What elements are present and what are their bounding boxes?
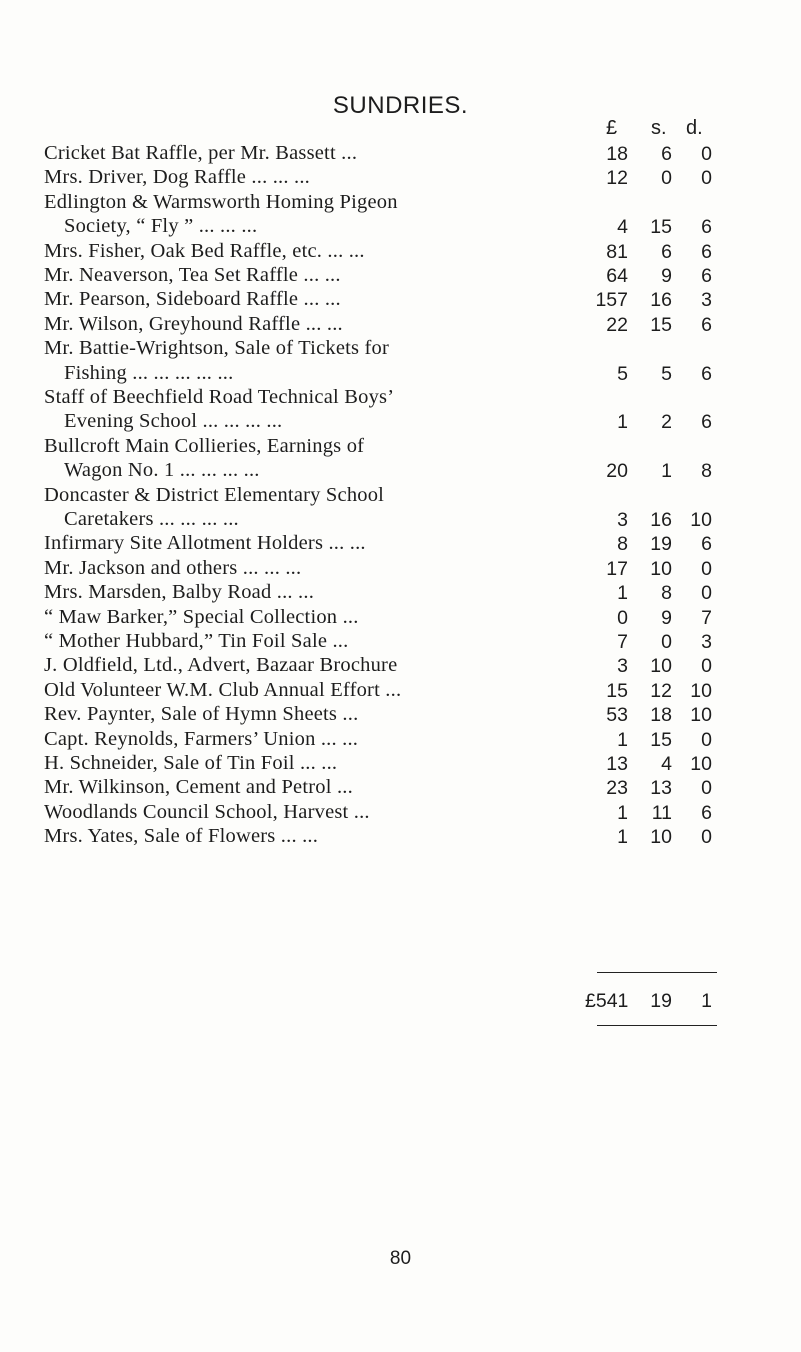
total-rule-bottom [597, 1025, 717, 1026]
entry-description: Infirmary Site Allotment Holders ... ... [44, 532, 366, 555]
entry-pounds: 1 [617, 411, 628, 434]
entry-shillings: 10 [650, 655, 672, 678]
entry-pounds: 20 [606, 460, 628, 483]
entry-pence: 0 [701, 777, 712, 800]
entry-pence: 3 [701, 289, 712, 312]
entry-description: Old Volunteer W.M. Club Annual Effort ... [44, 678, 402, 701]
entry-shillings: 10 [650, 557, 672, 580]
entry-shillings: 10 [650, 826, 672, 849]
entry-description: Mrs. Yates, Sale of Flowers ... ... [44, 825, 319, 848]
entry-description: J. Oldfield, Ltd., Advert, Bazaar Brochure [44, 654, 398, 677]
entry-description: Mr. Pearson, Sideboard Raffle ... ... [44, 288, 341, 311]
entry-pounds: 64 [606, 265, 628, 287]
entry-description: Mrs. Fisher, Oak Bed Raffle, etc. ... ... [44, 239, 365, 262]
entry-description: Mr. Wilson, Greyhound Raffle ... ... [44, 312, 343, 335]
entry-shillings: 19 [650, 533, 672, 556]
entry-pounds: 3 [617, 655, 628, 678]
entry-pence: 0 [701, 582, 712, 605]
shillings-column-header: s. [651, 117, 667, 139]
entry-shillings: 15 [650, 313, 672, 336]
entry-pounds: 81 [606, 240, 628, 263]
entry-pence: 3 [701, 631, 712, 653]
pence-column-header: d. [686, 117, 703, 139]
entry-description: Edlington & Warmsworth Homing Pigeon [44, 190, 398, 213]
entry-shillings: 8 [661, 582, 672, 605]
entry-pence: 10 [690, 704, 712, 727]
entry-shillings: 16 [650, 289, 672, 312]
entry-description: “ Mother Hubbard,” Tin Foil Sale ... [44, 630, 349, 652]
entry-pounds: 3 [617, 509, 628, 531]
entry-pence: 6 [701, 240, 712, 263]
entry-shillings: 2 [661, 411, 672, 434]
entry-description: Mr. Neaverson, Tea Set Raffle ... ... [44, 264, 341, 286]
entry-pence: 10 [690, 679, 712, 702]
entry-pounds: 1 [617, 582, 628, 605]
entry-pence: 6 [701, 533, 712, 556]
entry-pounds: 1 [617, 728, 628, 751]
entry-description: Mrs. Driver, Dog Raffle ... ... ... [44, 166, 310, 189]
entry-shillings: 5 [661, 362, 672, 385]
entry-description: Woodlands Council School, Harvest ... [44, 800, 370, 823]
page-number: 80 [389, 1248, 412, 1269]
entry-description: Mr. Wilkinson, Cement and Petrol ... [44, 776, 353, 799]
entry-pence: 0 [701, 655, 712, 678]
entry-shillings: 18 [650, 704, 672, 727]
entry-pence: 0 [701, 143, 712, 165]
entry-description: Mr. Jackson and others ... ... ... [44, 556, 302, 579]
entry-description-continued: Society, “ Fly ” ... ... ... [64, 215, 258, 238]
entry-description-continued: Wagon No. 1 ... ... ... ... [64, 459, 260, 482]
total-pence: 1 [701, 990, 712, 1012]
entry-description: H. Schneider, Sale of Tin Foil ... ... [44, 752, 338, 774]
entry-shillings: 9 [661, 265, 672, 287]
entry-pence: 8 [701, 460, 712, 483]
entry-pence: 6 [701, 362, 712, 385]
entry-pounds: 53 [606, 704, 628, 727]
entry-pounds: 4 [617, 216, 628, 239]
entry-pounds: 1 [617, 826, 628, 849]
entry-description: Bullcroft Main Collieries, Earnings of [44, 434, 365, 457]
entry-shillings: 0 [661, 631, 672, 653]
entry-pence: 10 [690, 509, 712, 531]
entry-pounds: 5 [617, 362, 628, 385]
total-rule-top [597, 972, 717, 973]
entry-pence: 6 [701, 411, 712, 434]
entry-pence: 7 [701, 606, 712, 629]
entry-shillings: 16 [650, 509, 672, 531]
entry-pence: 6 [701, 801, 712, 824]
total-pounds: £541 [585, 990, 629, 1012]
entry-description: “ Maw Barker,” Special Collection ... [44, 605, 359, 628]
entry-pence: 0 [701, 557, 712, 580]
entry-pence: 6 [701, 313, 712, 336]
entry-description-continued: Caretakers ... ... ... ... [64, 508, 239, 530]
entry-pounds: 8 [617, 533, 628, 556]
entry-shillings: 4 [661, 753, 672, 775]
entry-pounds: 17 [606, 557, 628, 580]
entry-description: Mrs. Marsden, Balby Road ... ... [44, 581, 315, 604]
entry-description: Doncaster & District Elementary School [44, 483, 385, 506]
entry-pence: 6 [701, 216, 712, 239]
entry-shillings: 15 [650, 216, 672, 239]
entry-pence: 0 [701, 826, 712, 849]
entry-description: Staff of Beechfield Road Technical Boys’ [44, 386, 395, 408]
entry-pounds: 1 [617, 801, 628, 824]
entry-shillings: 13 [650, 777, 672, 800]
pounds-column-header: £ [606, 117, 618, 139]
entry-shillings: 6 [661, 240, 672, 263]
entry-description: Mr. Battie-Wrightson, Sale of Tickets for [44, 337, 390, 360]
entry-pounds: 0 [617, 606, 628, 629]
entry-pounds: 22 [606, 313, 628, 336]
total-shillings: 19 [650, 990, 672, 1012]
entry-pounds: 157 [595, 289, 628, 312]
entry-pounds: 23 [606, 777, 628, 800]
entry-pounds: 15 [606, 679, 628, 702]
page-title: SUNDRIES. [332, 92, 469, 119]
entry-shillings: 12 [650, 679, 672, 702]
entry-pence: 10 [690, 753, 712, 775]
entry-pence: 0 [701, 167, 712, 190]
entry-pounds: 12 [606, 167, 628, 190]
entry-pence: 0 [701, 728, 712, 751]
entry-shillings: 6 [661, 143, 672, 165]
entry-description: Capt. Reynolds, Farmers’ Union ... ... [44, 727, 359, 750]
entry-pounds: 13 [606, 753, 628, 775]
entry-pounds: 18 [606, 143, 628, 165]
entry-description-continued: Evening School ... ... ... ... [64, 410, 283, 433]
entry-pounds: 7 [617, 631, 628, 653]
entry-shillings: 15 [650, 728, 672, 751]
entry-description: Rev. Paynter, Sale of Hymn Sheets ... [44, 703, 359, 726]
entry-shillings: 0 [661, 167, 672, 190]
entry-shillings: 11 [651, 801, 672, 824]
entry-shillings: 1 [661, 460, 672, 483]
entry-shillings: 9 [661, 606, 672, 629]
entry-description: Cricket Bat Raffle, per Mr. Bassett ... [44, 142, 358, 164]
entry-pence: 6 [701, 265, 712, 287]
entry-description-continued: Fishing ... ... ... ... ... [64, 361, 234, 384]
